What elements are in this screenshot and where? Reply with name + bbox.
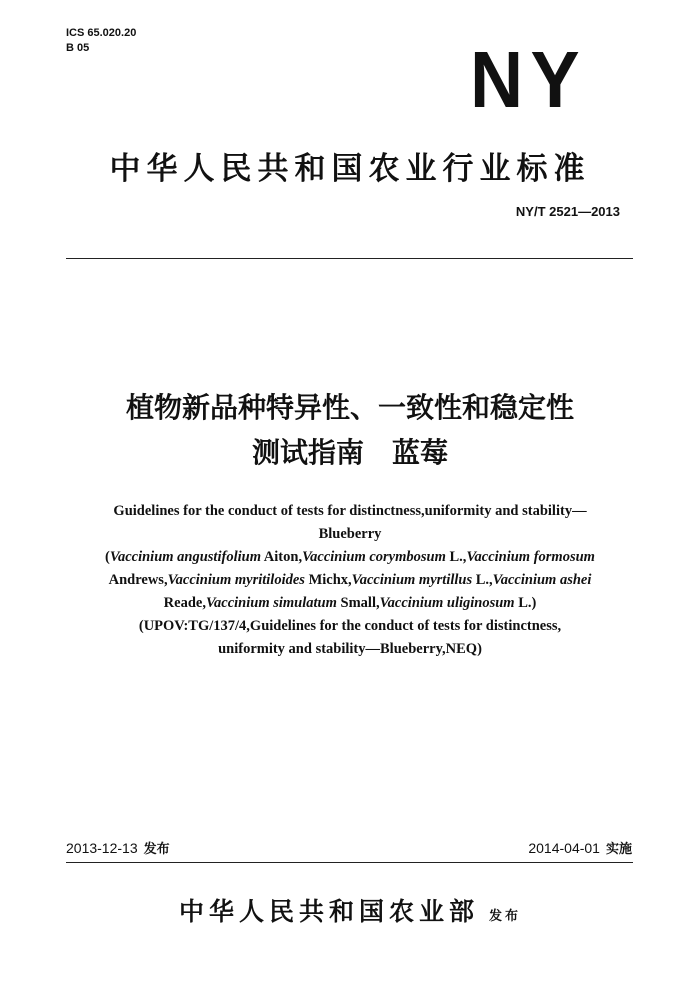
issue-date: 2013-12-13 发布	[66, 840, 170, 857]
publisher-label: 发布	[489, 909, 522, 924]
header-divider	[66, 258, 633, 259]
publisher	[0, 892, 700, 928]
standard-code: NY/T 2521—2013	[515, 204, 620, 219]
standard-category-title: 中华人民共和国农业行业标准	[109, 151, 591, 187]
ics-code: ICS 65.020.20	[66, 27, 137, 39]
english-title-block	[60, 500, 640, 661]
issue-label: 发布	[143, 842, 170, 857]
implementation-date: 2014-04-01 实施	[528, 840, 632, 857]
english-title-line-1: Guidelines for the conduct of tests for distinctness,uniformity and stability—	[113, 503, 587, 519]
species-line-3: Reade,Vaccinium simulatum Small,Vaccinium uliginosum L.)	[163, 595, 537, 611]
chinese-title-line-1: 植物新品种特异性、一致性和稳定性	[125, 391, 574, 424]
upov-reference-line-1: (UPOV:TG/137/4,Guidelines for the conduct of tests for distinctness,	[138, 618, 562, 634]
english-title-line-2: Blueberry	[318, 526, 382, 542]
chinese-title-line-2	[0, 433, 700, 473]
chinese-title-crop: 蓝莓	[392, 436, 449, 469]
ccs-code: B 05	[66, 42, 90, 54]
chinese-title-guideline: 测试指南	[251, 436, 364, 469]
footer-divider	[66, 862, 633, 863]
species-line-1: (Vaccinium angustifolium Aiton,Vaccinium corymbosum L.,Vaccinium formosum	[105, 549, 595, 565]
publisher-name: 中华人民共和国农业部	[178, 897, 479, 926]
classification-codes	[66, 26, 136, 56]
upov-reference-line-2: uniformity and stability—Blueberry,NEQ)	[218, 641, 482, 657]
species-line-2: Andrews,Vaccinium myritiloides Michx,Vaccinium myrtillus L.,Vaccinium ashei	[108, 572, 592, 588]
ny-logo: NY	[470, 35, 587, 124]
implementation-label: 实施	[605, 842, 632, 857]
